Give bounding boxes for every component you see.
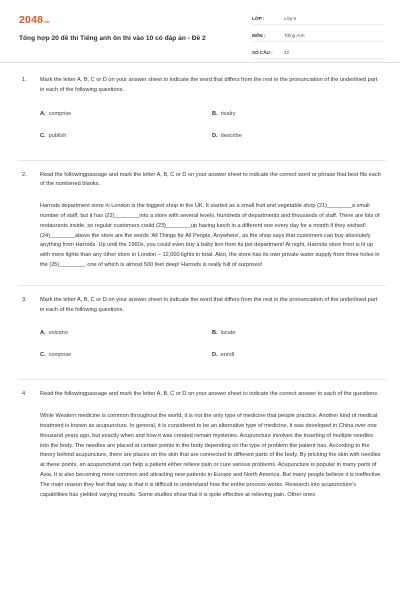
meta-row-grade bbox=[252, 12, 385, 25]
meta-key: MÔN : bbox=[252, 32, 266, 38]
question-text: Read the followingpassage and mark the letter A, B, C or D on your answer sheet to indicate the correct word or phrase that best fits each of the numbered blanks. bbox=[40, 171, 381, 188]
question-1 bbox=[0, 76, 400, 154]
meta-key: LỚP : bbox=[252, 15, 265, 21]
question-number: 3. bbox=[22, 296, 27, 303]
meta-panel bbox=[252, 12, 385, 63]
option-text: rivalry bbox=[220, 110, 236, 117]
logo-text: 2048 bbox=[19, 14, 44, 26]
question-number: 1. bbox=[22, 77, 27, 83]
question-3 bbox=[0, 296, 400, 374]
option-d[interactable] bbox=[212, 351, 234, 361]
option-letter: C. bbox=[40, 132, 46, 139]
question-number: 4. bbox=[22, 391, 27, 398]
reading-passage: While Western medicine is common throughout the world, it is not the only type of medicine that people practice. Another kind of medical treatment is known as acupuncture. In general, it is considered to be an alternative type of medicine, it was developed in China over one thousand years ago, but exactly when and how it was created remain mysteries. Acupuncture involves the inserting of multiple needles into the body. The needles are placed at certain points in the body depending on the type of problem the patient has. According to the theory behind acupuncture, there are places on the skin that are connected to different parts of the body. By pricking the skin with needles at these points, an acupuncturist can help a patient either relieve pain or cure various problems. Acupuncture is popular in many parts of Asia. It is also becoming more common and attracting new patients in Europe and North America. But many people believe it is ineffective. The main reason they feel that way is that it is difficult to understand how the entire process works. Research into acupuncture's capabilities has yielded varying results. Some studies show that it is quite effective at relieving pain. Other ones bbox=[40, 413, 382, 498]
option-b[interactable] bbox=[212, 329, 236, 339]
question-text: Mark the letter A, B, C or D on your answer sheet to indicate the word that differs from the rest in the pronunciation of the underlined part in each of the following questions. bbox=[40, 296, 378, 313]
option-text: volcano bbox=[48, 330, 68, 337]
document-header bbox=[0, 0, 400, 63]
question-number: 2. bbox=[22, 171, 27, 178]
question-text: Read the followingpassage and mark the letter A, B, C or D on your answer sheet to indicate the correct answer to each of the questions. bbox=[40, 391, 379, 398]
logo-suffix: .vn bbox=[43, 19, 50, 24]
question-4 bbox=[0, 390, 400, 500]
divider bbox=[18, 379, 386, 380]
question-list bbox=[0, 76, 400, 500]
option-text: compose bbox=[48, 352, 72, 359]
meta-row-question-count bbox=[252, 46, 385, 59]
site-logo[interactable] bbox=[19, 14, 50, 26]
option-letter: C. bbox=[40, 352, 46, 359]
option-letter: D. bbox=[212, 132, 218, 139]
meta-value: Lớp 9 bbox=[284, 15, 296, 21]
option-letter: D. bbox=[212, 352, 218, 359]
option-letter: B. bbox=[212, 330, 218, 337]
meta-row-subject bbox=[252, 29, 385, 42]
option-a[interactable] bbox=[40, 329, 68, 339]
divider bbox=[18, 285, 386, 286]
page-title: Tổng hợp 20 đề thi Tiếng anh ôn thi vào 10 có đáp án - Đề 2 bbox=[19, 35, 206, 42]
question-2 bbox=[0, 171, 400, 271]
option-text: publish bbox=[48, 132, 67, 139]
option-text: describe bbox=[220, 132, 242, 139]
meta-value: Tiếng Anh bbox=[284, 32, 305, 38]
option-b[interactable] bbox=[212, 110, 236, 120]
reading-passage: Harrods department store in London is the biggest shop in the UK. It started as a small fruit and vegetable shop (21)________a small number of staff, but it has (22)________into a store with several levels, hundreds of departments and thousands of staff. There are lots of restaurants inside, so regular customers could (23)________up having lunch in a different one every day for a month if they wished! (24)________above the store are the words 'All Things for All People, Anywhere', as the shop says that customers can buy absolutely anything from Harrods. Up until the 1960s, you could even buy a baby lion from its pet department! At night, Harrods store front is lit up with more lights than any other store in London – 12,000 lights in total. Also, the store has its own private water supply from three holes in the (25)________, one of which is almost 500 feet deep! Harrods is really full of surprises! bbox=[40, 203, 380, 268]
option-text: comprise bbox=[48, 110, 72, 117]
option-text: enroll bbox=[220, 352, 235, 359]
meta-key: SỐ CÂU : bbox=[252, 49, 273, 55]
answer-options bbox=[40, 315, 382, 373]
divider bbox=[18, 160, 386, 161]
option-d[interactable] bbox=[212, 132, 242, 142]
option-c[interactable] bbox=[40, 132, 66, 142]
option-c[interactable] bbox=[40, 351, 71, 361]
answer-options bbox=[40, 96, 382, 154]
option-letter: A. bbox=[40, 110, 46, 117]
question-text: Mark the letter A, B, C or D on your answer sheet to indicate the word that differs from the rest in the pronunciation of the underlined part in each of the following questions. bbox=[40, 77, 378, 93]
meta-value: 42 bbox=[284, 49, 290, 55]
option-letter: A. bbox=[40, 330, 46, 337]
option-a[interactable] bbox=[40, 110, 71, 120]
option-letter: B. bbox=[212, 110, 218, 117]
option-text: locate bbox=[220, 330, 236, 337]
